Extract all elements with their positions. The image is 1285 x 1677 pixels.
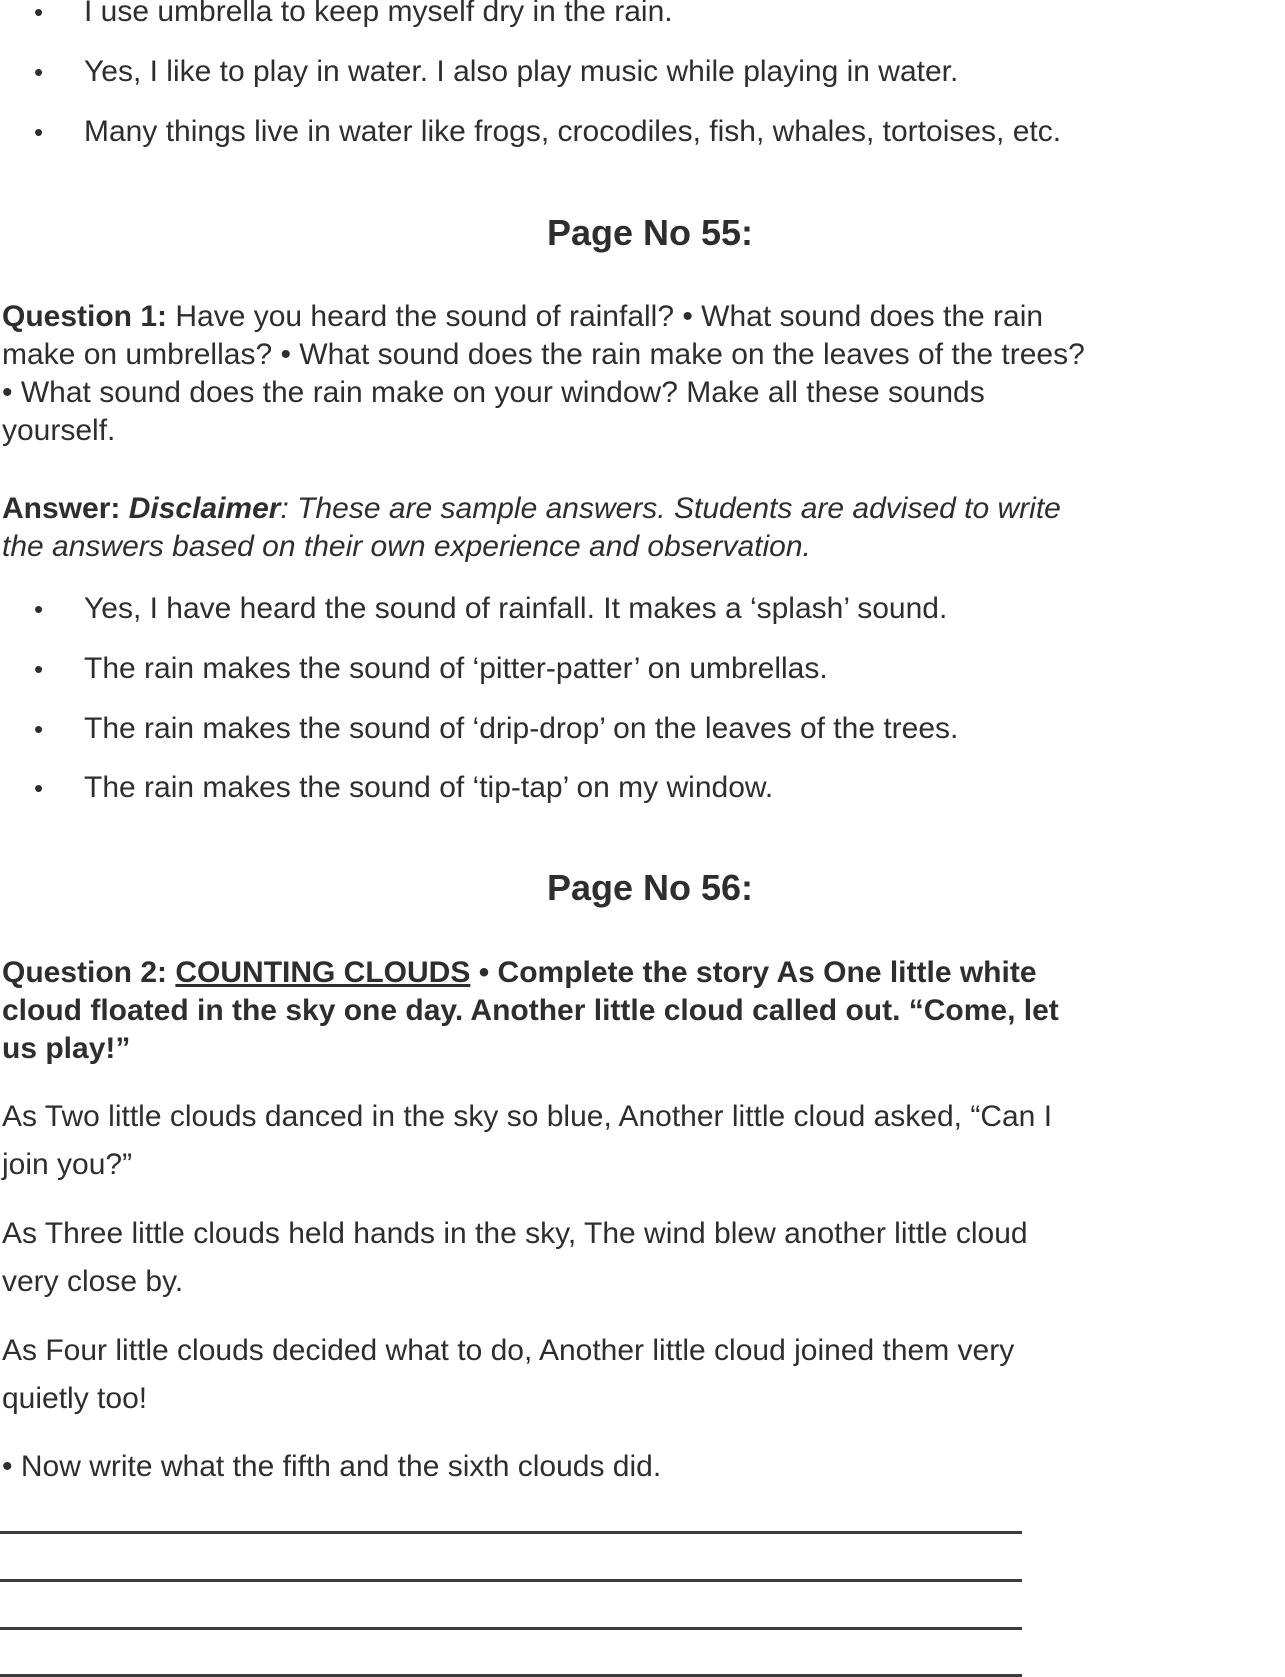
question-label: Question 1: [2,300,168,333]
page-heading-55: Page No 55: [546,212,754,253]
disclaimer-label: Disclaimer [128,492,281,525]
question-1-line [2,298,1285,336]
bullet-icon: • [34,117,44,147]
list-item-text: Yes, I have heard the sound of rainfall. It makes a ‘splash’ sound. [84,592,948,625]
story-line: join you?” [2,1148,133,1181]
question-label: Question 2: [2,956,176,989]
question-text: yourself. [2,414,116,447]
story-line: As Three little clouds held hands in the sky, The wind blew another little cloud [2,1217,1028,1250]
answer-line[interactable] [0,1579,1022,1582]
bullet-icon: • [34,714,44,744]
question-2 [2,954,1285,1068]
bullet-icon: • [34,57,44,87]
question-text: • Complete the story As One little white [470,956,1037,989]
story-line: As Two little clouds danced in the sky so blue, Another little cloud asked, “Can I [2,1100,1053,1133]
answer-line [2,490,1285,528]
list-item-text: I use umbrella to keep myself dry in the rain. [84,0,673,28]
story-paragraph [2,1327,1285,1423]
page-heading-56: Page No 56: [546,867,754,908]
disclaimer-text: the answers based on their own experience and observation. [2,530,811,563]
question-text: cloud floated in the sky one day. Another little cloud called out. “Come, let [2,994,1059,1027]
answer-line[interactable] [0,1627,1022,1630]
question-text: us play!” [2,1032,131,1065]
list-item-text: Many things live in water like frogs, crocodiles, fish, whales, tortoises, etc. [84,115,1062,148]
list-item-text: The rain makes the sound of ‘drip-drop’ on the leaves of the trees. [84,712,959,745]
story-paragraph [2,1210,1285,1306]
list-item-text: The rain makes the sound of ‘pitter-patter’ on umbrellas. [84,652,828,685]
question-1 [2,298,1285,450]
story-paragraph [2,1093,1285,1189]
story-line: As Four little clouds decided what to do, Another little cloud joined them very [2,1334,1015,1367]
story-line: quietly too! [2,1382,148,1415]
list-item-text: Yes, I like to play in water. I also play music while playing in water. [84,55,959,88]
bullet-icon: • [34,773,44,803]
answer-line[interactable] [0,1531,1022,1534]
story-line: very close by. [2,1265,184,1298]
bullet-icon: • [34,594,44,624]
writing-prompt: • Now write what the fifth and the sixth clouds did. [2,1450,662,1483]
question-text: Have you heard the sound of rainfall? • What sound does the rain [167,300,1044,333]
answer-1 [2,490,1285,566]
bullet-icon: • [34,654,44,684]
disclaimer-text: : These are sample answers. Students are advised to write [280,492,1061,525]
question-2-line [2,954,1285,992]
bullet-icon: • [34,0,44,27]
question-text: • What sound does the rain make on your window? Make all these sounds [2,376,985,409]
question-title: COUNTING CLOUDS [175,956,471,989]
answer-label: Answer: [2,492,121,525]
question-text: make on umbrellas? • What sound does the rain make on the leaves of the trees? [2,338,1085,371]
list-item-text: The rain makes the sound of ‘tip-tap’ on my window. [84,771,774,804]
